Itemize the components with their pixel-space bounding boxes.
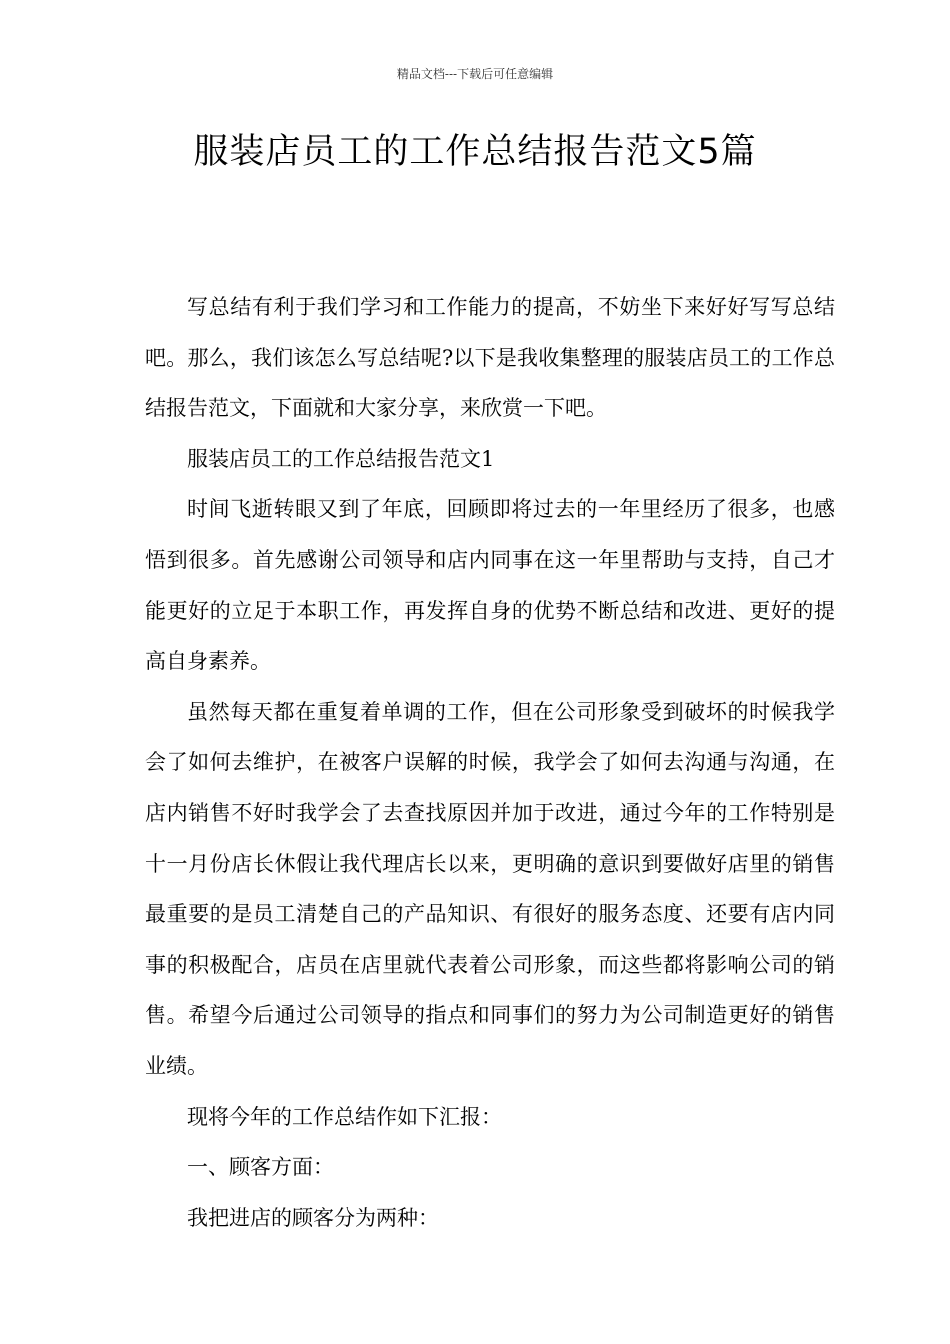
document-title: 服装店员工的工作总结报告范文5篇	[193, 132, 757, 172]
body-paragraph-1: 时间飞逝转眼又到了年底，回顾即将过去的一年里经历了很多，也感悟到很多。首先感谢公司领导和店内同事在这一年里帮助与支持，自己才能更好的立足于本职工作，再发挥自身的优势不断总结和改进、更好的提高自身素养。	[145, 497, 835, 674]
report-intro: 现将今年的工作总结作如下汇报：	[187, 1104, 502, 1129]
body-paragraph-3: 我把进店的顾客分为两种：	[187, 1205, 439, 1230]
header-note: 精品文档---下载后可任意编辑	[396, 67, 554, 81]
document-body	[145, 282, 835, 1243]
intro-paragraph: 写总结有利于我们学习和工作能力的提高，不妨坐下来好好写写总结吧。那么，我们该怎么写总结呢?以下是我收集整理的服装店员工的工作总结报告范文，下面就和大家分享，来欣赏一下吧。	[145, 295, 835, 421]
body-paragraph-2: 虽然每天都在重复着单调的工作，但在公司形象受到破坏的时候我学会了如何去维护，在被客户误解的时候，我学会了如何去沟通与沟通，在店内销售不好时我学会了去查找原因并加于改进，通过今年的工作特别是十一月份店长休假让我代理店长以来，更明确的意识到要做好店里的销售最重要的是员工清楚自己的产品知识、有很好的服务态度、还要有店内同事的积极配合，店员在店里就代表着公司形象，而这些都将影响公司的销售。希望今后通过公司领导的指点和同事们的努力为公司制造更好的销售业绩。	[145, 699, 835, 1078]
subheading-customers: 一、顾客方面：	[187, 1155, 334, 1180]
section-heading-1: 服装店员工的工作总结报告范文1	[187, 446, 495, 471]
